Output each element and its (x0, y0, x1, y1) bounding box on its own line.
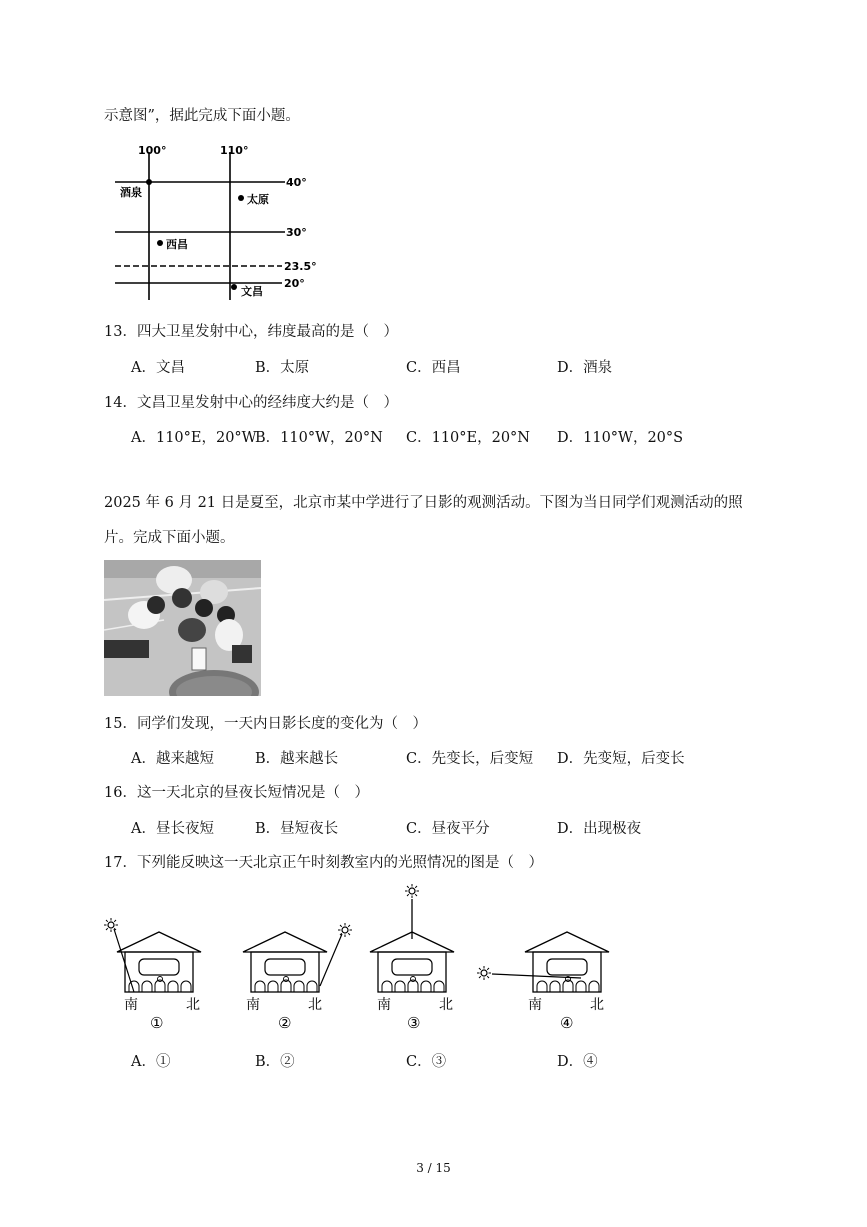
q14-option-d[interactable]: D．110°W，20°S (557, 430, 684, 446)
lat-label-23-5: 23.5° (284, 260, 317, 273)
q15-option-b[interactable]: B．越来越长 (255, 751, 339, 767)
house-1-north: 北 (186, 997, 200, 1013)
question-13-stem: 13．四大卫星发射中心，纬度最高的是（ ） (104, 324, 398, 340)
latitude-longitude-map (110, 138, 325, 303)
q13-option-b[interactable]: B．太原 (255, 360, 310, 376)
lat-label-30: 30° (286, 226, 307, 239)
q17-option-d[interactable]: D．④ (557, 1054, 598, 1070)
lat-label-40: 40° (286, 176, 307, 189)
q13-option-a[interactable]: A．文昌 (131, 360, 185, 376)
q16-option-b[interactable]: B．昼短夜长 (255, 821, 339, 837)
house-2-north: 北 (308, 997, 322, 1013)
q13-option-c[interactable]: C．西昌 (406, 360, 461, 376)
passage-2-line-2: 片。完成下面小题。 (104, 530, 235, 546)
lon-label-100: 100° (138, 144, 167, 157)
q13-option-d[interactable]: D．酒泉 (557, 360, 613, 376)
q17-option-c[interactable]: C．③ (406, 1054, 447, 1070)
q15-option-d[interactable]: D．先变短，后变长 (557, 751, 685, 767)
q14-option-c[interactable]: C．110°E，20°N (406, 430, 530, 446)
house-3-north: 北 (439, 997, 453, 1013)
q14-option-b[interactable]: B．110°W，20°N (255, 430, 383, 446)
house-2-number: ② (278, 1014, 292, 1032)
students-observation-photo (104, 560, 261, 696)
house-4-south: 南 (528, 997, 542, 1013)
q16-option-a[interactable]: A．昼长夜短 (131, 821, 214, 837)
house-2-south: 南 (246, 997, 260, 1013)
q15-option-a[interactable]: A．越来越短 (131, 751, 214, 767)
q16-option-d[interactable]: D．出现极夜 (557, 821, 642, 837)
place-xichang: 西昌 (166, 238, 188, 251)
q17-option-b[interactable]: B．② (255, 1054, 295, 1070)
passage-intro-tail: 示意图”，据此完成下面小题。 (104, 108, 300, 124)
place-taiyuan: 太原 (247, 193, 269, 206)
q14-option-a[interactable]: A．110°E，20°W (131, 430, 257, 446)
classroom-sunlight-diagrams (96, 880, 626, 1032)
question-14-stem: 14．文昌卫星发射中心的经纬度大约是（ ） (104, 395, 398, 411)
house-4-number: ④ (560, 1014, 574, 1032)
house-1-number: ① (150, 1014, 164, 1032)
question-17-stem: 17．下列能反映这一天北京正午时刻教室内的光照情况的图是（ ） (104, 855, 543, 871)
q15-option-c[interactable]: C．先变长，后变短 (406, 751, 534, 767)
house-3-south: 南 (377, 997, 391, 1013)
house-4-north: 北 (590, 997, 604, 1013)
house-3-number: ③ (407, 1014, 421, 1032)
place-jiuquan: 酒泉 (120, 186, 142, 199)
house-1-south: 南 (124, 997, 138, 1013)
q16-option-c[interactable]: C．昼夜平分 (406, 821, 490, 837)
lon-label-110: 110° (220, 144, 249, 157)
question-16-stem: 16．这一天北京的昼夜长短情况是（ ） (104, 785, 369, 801)
q17-option-a[interactable]: A．① (131, 1054, 171, 1070)
passage-2-line-1: 2025 年 6 月 21 日是夏至，北京市某中学进行了日影的观测活动。下图为当日同学们观测活动的照 (104, 495, 743, 511)
lat-label-20: 20° (284, 277, 305, 290)
page-number: 3 / 15 (416, 1161, 451, 1175)
question-15-stem: 15．同学们发现，一天内日影长度的变化为（ ） (104, 716, 427, 732)
place-wenchang: 文昌 (241, 285, 263, 298)
